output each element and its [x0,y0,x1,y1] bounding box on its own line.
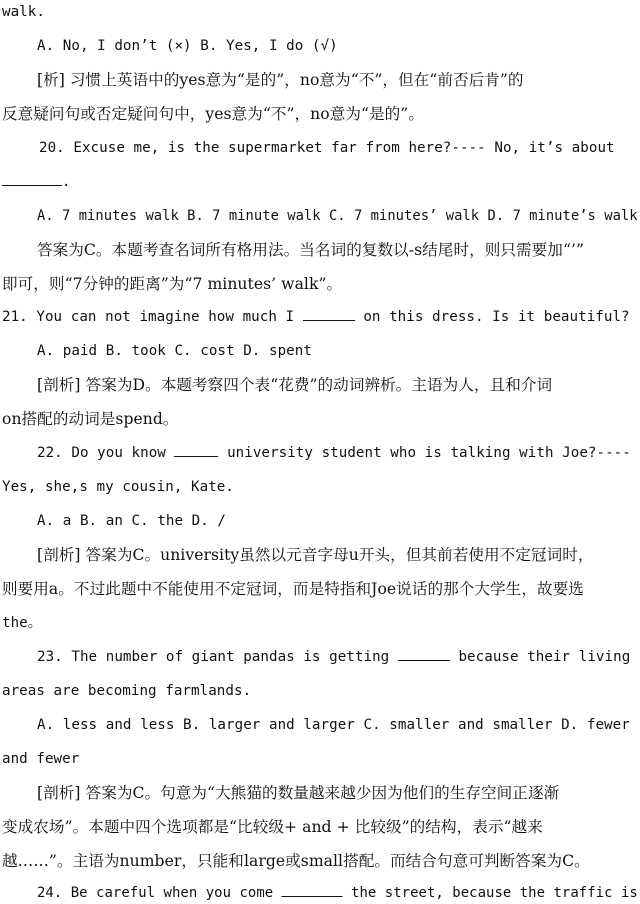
text-line: A. 7 minutes walk B. 7 minute walk C. 7 minutes’ walk D. 7 minute’s walk [37,208,638,224]
text-line: A. paid B. took C. cost D. spent [37,343,312,359]
answer-blank [398,646,450,661]
text-line: [剖析] 答案为C。university虽然以元音字母u开头，但其前若使用不定冠词时， [37,546,594,564]
text-line: . [2,171,71,193]
answer-blank [303,306,355,321]
question-23: 23. The number of giant pandas is getting because their living [37,646,630,668]
question-21: 21. You can not imagine how much I on this dress. Is it beautiful? [2,306,630,328]
text-line: 即可，则“7分钟的距离”为“7 minutes’ walk”。 [2,275,343,293]
answer-blank [174,442,218,457]
text-line: 越……”。主语为number，只能和large或small搭配。而结合句意可判断答案为C。 [2,852,590,870]
answer-blank [282,882,343,897]
text-line: [剖析] 答案为D。本题考察四个表“花费”的动词辨析。主语为人，且和介词 [37,376,553,394]
text-line: 答案为C。本题考查名词所有格用法。当名词的复数以-s结尾时，则只需要加“’” [37,241,585,259]
question-20: 20. Excuse me, is the supermarket far from here?---- No, it’s about [39,140,615,156]
text-line: [剖析] 答案为C。句意为“大熊猫的数量越来越少因为他们的生存空间正逐渐 [37,784,560,802]
text-line: Yes, she,s my cousin, Kate. [2,479,234,495]
text-line: 反意疑问句或否定疑问句中，yes意为“不”，no意为“是的”。 [2,105,424,123]
text-line: [析] 习惯上英语中的yes意为“是的”，no意为“不”，但在“前否后肯”的 [37,71,524,89]
text-line: 变成农场”。本题中四个选项都是“比较级+ and + 比较级”的结构，表示“越来 [2,818,543,836]
text-line: and fewer [2,751,80,767]
text-line: on搭配的动词是spend。 [2,410,179,428]
text-line: A. less and less B. larger and larger C. smaller and smaller D. fewer [37,717,630,733]
text-line: A. a B. an C. the D. / [37,513,227,529]
question-22: 22. Do you know university student who is talking with Joe?---- [37,442,631,464]
answer-blank [2,171,62,186]
text-line: 则要用a。不过此题中不能使用不定冠词，而是特指和Joe说话的那个大学生，故要选 [2,580,584,598]
text-line: the。 [2,615,43,631]
question-24: 24. Be careful when you come the street, because the traffic is [37,882,638,904]
text-line: A. No, I don’t (×) B. Yes, I do (√) [37,38,338,54]
text-line: areas are becoming farmlands. [2,683,252,699]
text-line: walk. [2,4,45,20]
